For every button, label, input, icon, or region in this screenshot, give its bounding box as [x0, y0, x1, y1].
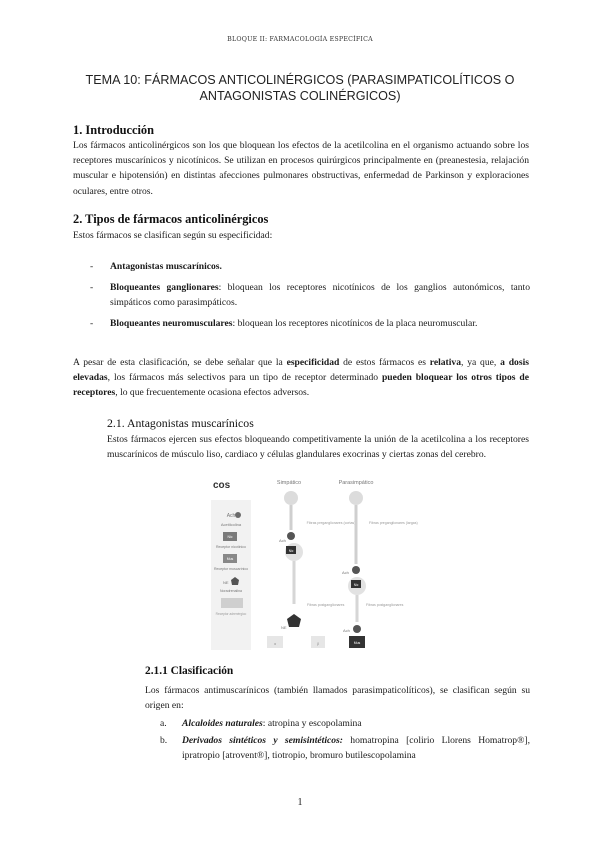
note-text: , ya que, — [461, 357, 501, 368]
list-item-text: : bloquean los receptores nicotínicos de los ganglios autonómicos, tanto simpáticos como parasimpáticos. — [110, 282, 531, 308]
legend-nic: Nic — [227, 535, 233, 539]
section-1-text: Los fármacos anticolinérgicos son los que bloquean los efectos de la acetilcolina en el organismo actuando sobre los receptores muscarínicos y nicotínicos. Se utilizan en procesos quirúrgicos principalmente en (preanestesia, relajación muscular e hipotensión) en distintas afecciones pulmonares obstructivas, enfermedad de Parkinson y exploraciones oculares, entre otros. — [73, 140, 529, 197]
list-item — [160, 733, 530, 763]
list-dash: - — [90, 261, 94, 272]
list-item — [90, 259, 530, 274]
legend-mus: Mus — [226, 557, 234, 561]
parasympathetic-ach-target-label: Ach — [343, 628, 350, 633]
note-text: , los fármacos más selectivos para un tipo de receptor determinado — [107, 372, 382, 384]
note-text: , lo que frecuentemente ocasiona efectos adversos. — [115, 387, 310, 399]
sympathetic-post-label: Fibras postganglionares — [307, 603, 345, 607]
section-1-heading: 1. Introducción — [73, 123, 155, 137]
list-item — [90, 316, 530, 331]
list-item-bold: Derivados sintéticos y semisintéticos: — [182, 735, 343, 747]
parasympathetic-ach-label: Ach — [342, 570, 349, 575]
sympathetic-ne-label: NE — [281, 625, 287, 630]
list-dash: - — [90, 318, 94, 329]
beta-label: β — [316, 641, 320, 646]
section-2-intro: Estos fármacos se clasifican según su especificidad: — [73, 230, 273, 241]
alpha-label: α — [273, 641, 277, 646]
list-item — [160, 716, 530, 731]
legend-ne: NE — [223, 580, 229, 585]
parasympathetic-nic-label: Nic — [353, 583, 359, 587]
list-item-text: : bloquean los receptores nicotínicos de la placa neuromuscular. — [232, 318, 478, 329]
legend-receptor-nic: Receptor nicotínico — [216, 545, 246, 549]
legend-receptor-adr: Receptor adrenérgico — [215, 612, 247, 616]
legend-noradrenaline: Noradrenalina — [220, 589, 242, 593]
note-bold: especificidad — [286, 357, 340, 368]
legend-receptor-mus: Receptor muscarínico — [213, 567, 249, 571]
list-letter: a. — [160, 718, 167, 729]
parasympathetic-neuron-body — [349, 491, 363, 505]
sympathetic-neuron-body — [284, 491, 298, 505]
list-item-bold: Antagonistas muscarínicos. — [110, 261, 222, 272]
chapter-title — [70, 72, 530, 104]
parasympathetic-pre-label: Fibras preganglionares (largas) — [369, 521, 418, 525]
list-item-bold: Bloqueantes neuromusculares — [110, 318, 233, 329]
parasympathetic-target-ach — [353, 625, 361, 633]
page-number: 1 — [297, 797, 303, 808]
sympathetic-ach-label: Ach — [279, 538, 286, 543]
list-item — [90, 280, 530, 310]
parasympathetic-heading: Parasimpático — [338, 480, 374, 486]
legend-acetylcholine: Acetilcolina — [220, 522, 242, 527]
section-2-heading: 2. Tipos de fármacos anticolinérgicos — [73, 212, 269, 226]
section-2-1-1-text: Los fármacos antimuscarínicos (también llamados parasimpaticolíticos), se clasifican según su origen en: — [145, 685, 530, 712]
list-letter: b. — [160, 735, 168, 747]
sympathetic-ach-molecule — [287, 532, 295, 540]
section-2-1-1-heading: 2.1.1 Clasificación — [145, 665, 234, 677]
drug-type-list — [90, 259, 530, 337]
sympathetic-nic-label: Nic — [288, 549, 294, 553]
autonomic-diagram-figure — [211, 474, 418, 650]
mus-target-label: Mus — [353, 641, 361, 645]
chapter-title-line-1: TEMA 10: FÁRMACOS ANTICOLINÉRGICOS (PARASIMPATICOLÍTICOS O — [85, 73, 515, 87]
note-bold: relativa — [429, 357, 461, 368]
parasympathetic-post-label: Fibras postganglionares — [366, 603, 404, 607]
running-header: BLOQUE II: FARMACOLOGÍA ESPECÍFICA — [227, 36, 373, 43]
note-bold: a dosis elevadas — [73, 357, 529, 384]
parasympathetic-ach-molecule — [352, 566, 360, 574]
figure-corner-text: cos — [213, 480, 231, 491]
sympathetic-heading: Simpático — [276, 480, 302, 486]
specificity-note — [73, 355, 529, 401]
list-item-bold: Bloqueantes ganglionares — [110, 282, 219, 293]
chapter-title-line-2: ANTAGONISTAS COLINÉRGICOS) — [199, 89, 401, 103]
acetylcholine-icon — [235, 512, 241, 518]
legend-ach: Ach — [226, 513, 236, 519]
note-bold: pueden bloquear los otros tipos de receptores — [73, 372, 529, 399]
sympathetic-pre-label: Fibras preganglionares (cortas) — [306, 521, 356, 525]
autonomic-diagram — [211, 474, 418, 650]
list-item-text: : atropina y escopolamina — [262, 718, 362, 729]
note-text: de estos fármacos es — [339, 357, 430, 368]
list-item-text: homatropina [colirio Llorens Homatrop®], ipratropio [atrovent®], tiotropio, bromuro butilescopolamina — [182, 735, 530, 762]
list-dash: - — [90, 282, 94, 293]
adrenergic-receptor-icon — [221, 598, 243, 608]
section-2-1-text: Estos fármacos ejercen sus efectos bloqueando competitivamente la unión de la acetilcolina a los receptores muscarínicos de músculo liso, cardiaco y células glandulares exocrinas y ciertas zonas del cerebro. — [107, 434, 529, 461]
note-text: A pesar de esta clasificación, se debe señalar que la — [73, 357, 287, 368]
list-item-bold: Alcaloides naturales — [182, 718, 263, 729]
section-2-1-heading: 2.1. Antagonistas muscarínicos — [107, 416, 254, 430]
antimuscarinic-list — [160, 716, 530, 766]
